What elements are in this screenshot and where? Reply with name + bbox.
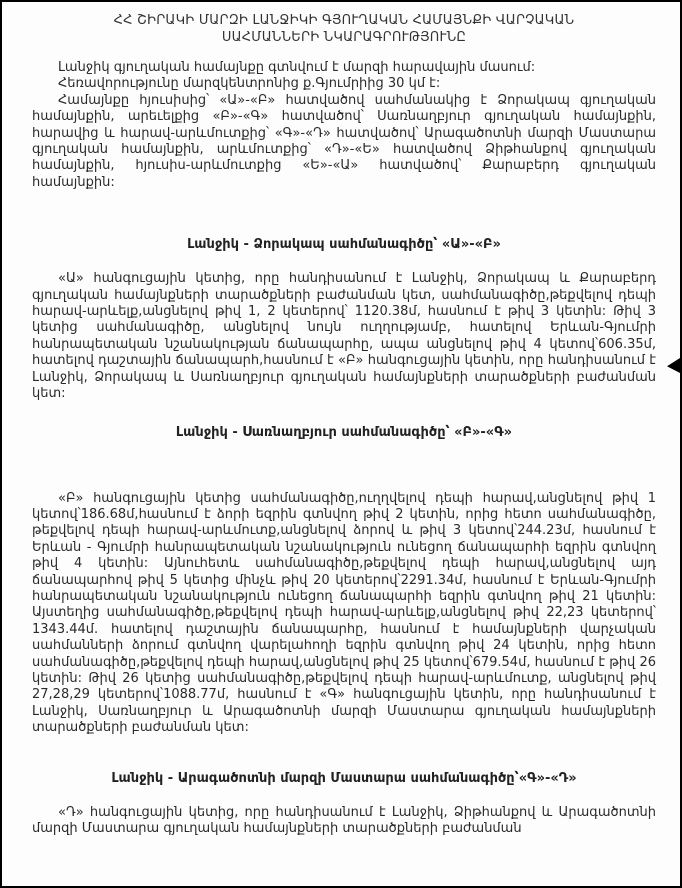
section-heading-a-b: Լանջիկ - Ձորակապ սահմանագիծը՝ «Ա»-«Բ» xyxy=(187,237,501,253)
section-body-g-d: «Դ» հանգուցային կետից, որը հանդիսանում է Լանջիկ, Ձիթհանքով և Արագածոտնի մարզի Մաստարա գյուղական համայնքների տարածքների բաժանման xyxy=(32,804,656,836)
section-heading-g-d: Լանջիկ - Արագածոտնի մարզի Մաստարա սահմանագիծը՝«Գ»-«Դ» xyxy=(111,770,577,786)
section-body-a-b: «Ա» հանգուցային կետից, որը հանդիսանում է Լանջիկ, Ձորակապ և Քարաբերդ գյուղական համայնքների տարածքների բաժանման կետ, սահմանագիծը,թեքվելով դեպի հարավ-արևելք,անցնելով թիվ 1, 2 կետերով՝ 1120.38մ, հասնում է թիվ 3 կետին: Թիվ 3 կետից սահմանագիծը, անցնելով նույն ուղղությամբ, հատելով Երևան-Գյումրի հանրապետական նշանակության ճանապարհը, ապա անցնելով թիվ 4 կետով՝606.35մ, հատելով դաշտային ճանապարհ,հասնում է «Բ» հանգուցային կետին, որը հանդիսանում է Լանջիկ, Ձորակապ և Սառնաղբյուր գյուղական համայնքների տարածքների բաժանման կետ: xyxy=(32,271,656,402)
intro-paragraph-location: Լանջիկ գյուղական համայնքը գտնվում է մարզի հարավային մասում: xyxy=(58,60,536,75)
title-line-1: ՀՀ ՇԻՐԱԿԻ ՄԱՐԶԻ ԼԱՆՋԻԿԻ ԳՅՈՒՂԱԿԱՆ ՀԱՄԱՅՆՔԻ ՎԱՐՉԱԿԱՆ xyxy=(113,13,575,28)
scan-artifact xyxy=(667,358,680,373)
title-line-2: ՍԱՀՄԱՆՆԵՐԻ ՆԿԱՐԱԳՐՈՒԹՅՈՒՆԸ xyxy=(221,30,467,45)
section-body-b-g: «Բ» հանգուցային կետից սահմանագիծը,ուղղվելով դեպի հարավ,անցնելով թիվ 1 կետով՝186.68մ,հասնում է ձորի եզրին գտնվող թիվ 2 կետին, որից հետո սահմանագիծը, թեքվելով դեպի հարավ-արևմուտք,անցնելով ձորով և թիվ 3 կետով՝244.23մ, հասնում է Երևան - Գյումրի հանրապետական նշանակություն ունեցող ճանապարհի եզրին գտնվող թիվ 4 կետին: Այնուհետև սահմանագիծը,թեքվելով դեպի հարավ,անցնելով այդ ճանապարհով թիվ 5 կետից մինչև թիվ 20 կետերով՝2291.34մ, հասնում է Երևան-Գյումրի հանրապետական նշանակություն ունեցող ճանապարհի եզրին գտնվող թիվ 21 կետին: Այստեղից սահմանագիծը,թեքվելով դեպի հարավ-արևելք,անցնելով թիվ 22,23 կետերով՝ 1343.44մ. հատելով դաշտային ճանապարհը, հասնում է համայնքների վարչական սահմանների ձորում գտնվող վարելահողի եզրին գտնվող թիվ 24 կետին, որից հետո սահմանագիծը,թեքվելով դեպի հարավ,անցնելով թիվ 25 կետով՝679.54մ, հասնում է թիվ 26 կետին: Թիվ 26 կետից սահմանագիծը,թեքվելով դեպի հարավ-արևմուտք, անցնելով թիվ 27,28,29 կետերով՝1088.77մ, հասնում է «Գ» հանգուցային կետին, որը հանդիսանում է Լանջիկ, Սառնաղբյուր և Արագածոտնի մարզի Մաստարա գյուղական համայնքների տարածքների բաժանման կետ: xyxy=(32,490,656,736)
intro-paragraph-distance: Հեռավորությունը մարզկենտրոնից ք.Գյումրիից 30 կմ է: xyxy=(58,76,441,92)
document-title xyxy=(32,12,656,46)
intro-paragraph-borders: Համայնքը հյուսիսից՝ «Ա»-«Բ» հատվածով սահմանակից է Ձորակապ գյուղական համայնքին, արեւելքից «Բ»-«Գ» հատվածով՝ Սառնաղբյուր գյուղական համայնքին, հարավից և հարավ-արևմուտքից՝ «Գ»-«Դ» հատվածով՝ Արագածոտնի մարզի Մաստարա գյուղական համայնքին, արևմուտքից՝ «Դ»-«Ե» հատվածով Ձիթհանքով գյուղական համայնքին, հյուսիս-արևմուտքից «Ե»-«Ա» հատվածով՝ Քարաբերդ գյուղական համայնքին: xyxy=(32,92,656,190)
section-heading-b-g: Լանջիկ - Սառնաղբյուր սահմանագիծը՝ «Բ»-«Գ» xyxy=(175,424,513,440)
